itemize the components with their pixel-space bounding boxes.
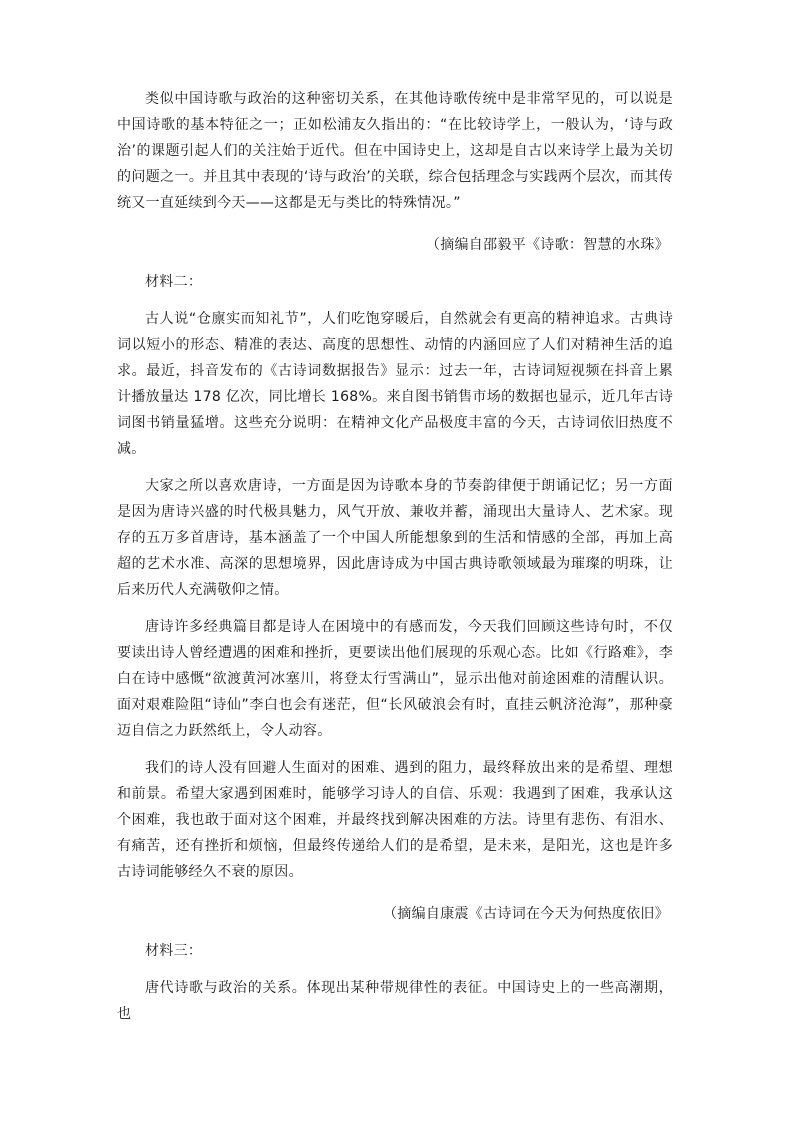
paragraph-5: 我们的诗人没有回避人生面对的困难、遇到的阻力，最终释放出来的是希望、理想和前景。希望大家遇到困难时，能够学习诗人的自信、乐观：我遇到了困难，我承认这个困难，我也敢于面对这个困难，并最终找到解决困难的方法。诗里有悲伤、有泪水、有痛苦，还有挫折和烦恼，但最终传递给人们的是希望，是未来，是阳光，这也是许多古诗词能够经久不衰的原因。 bbox=[117, 760, 673, 880]
paragraph-3: 大家之所以喜欢唐诗，一方面是因为诗歌本身的节奏韵律便于朗诵记忆；另一方面是因为唐诗兴盛的时代极具魅力，风气开放、兼收并蓄，涌现出大量诗人、艺术家。现存的五万多首唐诗，基本涵盖了一个中国人所能想象到的生活和情感的全部，再加上高超的艺术水准、高深的思想境界，因此唐诗成为中国古典诗歌领域最为璀璨的明珠，让后来历代人充满敬仰之情。 bbox=[117, 478, 673, 598]
paragraph-2: 古人说“仓廪实而知礼节”，人们吃饱穿暖后，自然就会有更高的精神追求。古典诗词以短小的形态、精准的表达、高度的思想性、动情的内涵回应了人们对精神生活的追求。最近，抖音发布的《古诗词数据报告》显示：过去一年，古诗词短视频在抖音上累计播放量达 178 亿次，同比增长 168%。来自图书销售市场的数据也显示，近几年古诗词图书销量猛增。这些充分说明：在精神文化产品极度丰富的今天，古诗词依旧热度不减。 bbox=[117, 311, 673, 457]
material-three-label: 材料三： bbox=[145, 943, 203, 959]
paragraph-6: 唐代诗歌与政治的关系。体现出某种带规律性的表征。中国诗史上的一些高潮期，也 bbox=[117, 980, 673, 1022]
source-citation-1: （摘编自邵毅平《诗歌：智慧的水珠》 bbox=[425, 237, 669, 253]
document-page bbox=[117, 86, 673, 1027]
source-citation-2: （摘编自康震《古诗词在今天为何热度依旧》 bbox=[383, 906, 669, 922]
paragraph-1: 类似中国诗歌与政治的这种密切关系，在其他诗歌传统中是非常罕见的，可以说是中国诗歌的基本特征之一；正如松浦友久指出的：“在比较诗学上，一般认为，‘诗与政治’的课题引起人们的关注始于近代。但在中国诗史上，这却是自古以来诗学上最为关切的问题之一。并且其中表现的‘诗与政治’的关联，综合包括理念与实践两个层次，而其传统又一直延续到今天——这都是无与类比的特殊情况。” bbox=[117, 91, 673, 211]
material-two-label: 材料二： bbox=[145, 274, 203, 290]
paragraph-4: 唐诗许多经典篇目都是诗人在困境中的有感而发，今天我们回顾这些诗句时，不仅要读出诗人曾经遭遇的困难和挫折，更要读出他们展现的乐观心态。比如《行路难》，李白在诗中感慨“欲渡黄河冰塞川，将登太行雪满山”，显示出他对前途困难的清醒认识。面对艰难险阻“诗仙”李白也会有迷茫，但“长风破浪会有时，直挂云帆济沧海”，那种豪迈自信之力跃然纸上，令人动容。 bbox=[117, 619, 673, 739]
